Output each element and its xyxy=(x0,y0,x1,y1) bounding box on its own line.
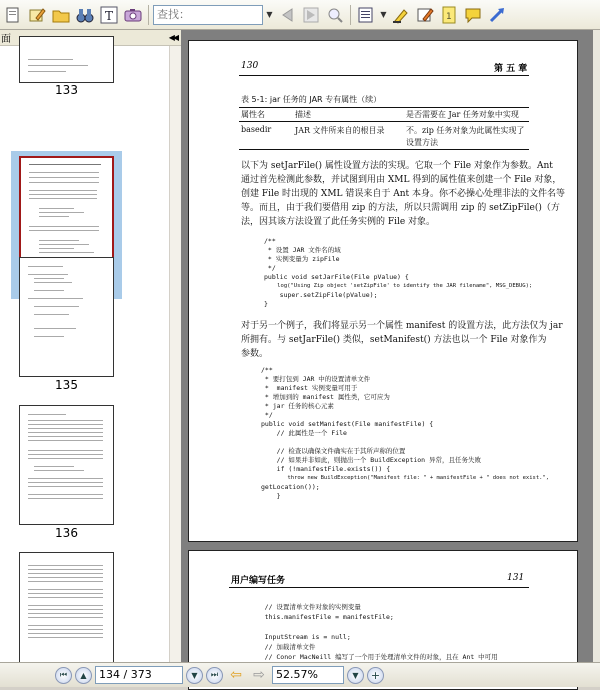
chapter-header: 第 五 章 xyxy=(494,64,528,74)
body-paragraph-line: 所拥有。与 setJarFile() 类似，setManifest() 方法也以一个 File 对象作为 xyxy=(241,335,547,345)
code-line: this.manifestFile = manifestFile; xyxy=(249,613,394,621)
code-line: * 增加到的 manifest 属性类，它可应为 xyxy=(261,393,390,401)
next-page-icon[interactable]: ▼ xyxy=(186,667,203,684)
document-scrollbar[interactable] xyxy=(593,30,600,662)
table-top-rule xyxy=(239,107,529,108)
arrow-tool-icon[interactable] xyxy=(486,4,508,26)
find-next-icon[interactable] xyxy=(300,4,322,26)
table-cell: 不。zip 任务对象为此属性实现了 xyxy=(406,126,525,135)
code-line: */ xyxy=(264,264,276,272)
find-previous-icon[interactable] xyxy=(276,4,298,26)
toolbar-separator xyxy=(350,5,351,25)
comment-bubble-icon[interactable] xyxy=(462,4,484,26)
body-paragraph-line: 通过首先检测此参数，并试图到用由 XML 得到的属性值来创建一个 File 对象， xyxy=(241,175,562,185)
collapse-sidebar-icon[interactable]: ◀◀ xyxy=(168,33,177,42)
page-thumbnail[interactable] xyxy=(19,36,114,83)
open-folder-icon[interactable] xyxy=(50,4,72,26)
code-line: * 要打包到 JAR 中的设置清单文件 xyxy=(261,375,371,383)
code-line: InputStream is = null; xyxy=(249,633,351,641)
zoom-search-icon[interactable] xyxy=(324,4,346,26)
code-line: super.setZipFile(pValue); xyxy=(264,291,378,299)
table-caption: 表 5-1: jar 任务的 JAR 专有属性（续） xyxy=(241,95,382,104)
code-line: log("Using Zip object 'setZipFile' to identify the JAR filename", MSG_DEBUG); xyxy=(264,283,533,289)
thumbnail-page-number: 136 xyxy=(55,526,78,540)
zoom-level-field[interactable]: 52.57% xyxy=(272,666,344,684)
page-number-header: 130 xyxy=(241,61,259,71)
search-input[interactable] xyxy=(153,5,263,25)
body-paragraph-line: 法，因其该方法设置了此任务实例的 File 对象。 xyxy=(241,217,436,227)
code-line: // 此属性是一个 File xyxy=(261,429,347,437)
previous-page-icon[interactable]: ▲ xyxy=(75,667,92,684)
main-toolbar xyxy=(0,0,600,30)
code-line: getLocation()); xyxy=(261,483,320,491)
page-number-header: 131 xyxy=(507,573,525,583)
code-line: * jar 任务的核心元素 xyxy=(261,402,334,410)
code-line: * 实例变量为 zipFile xyxy=(264,255,340,263)
status-bar xyxy=(0,662,600,687)
body-paragraph-line: 参数。 xyxy=(241,349,269,359)
code-line: * 设置 JAR 文件名的域 xyxy=(264,246,341,254)
thumbnail-page-number: 135 xyxy=(55,378,78,392)
thumbnail-panel xyxy=(0,46,169,662)
svg-text:T: T xyxy=(105,8,114,23)
hand-tool-icon[interactable] xyxy=(2,4,24,26)
code-line: throw new BuildException("Manifest file: " + manifestFile + " does not exist.", xyxy=(261,475,550,481)
page-thumbnail[interactable] xyxy=(19,257,114,377)
annotation-list-icon[interactable] xyxy=(355,4,377,26)
header-rule xyxy=(239,75,529,76)
page-thumbnail[interactable] xyxy=(19,405,114,525)
search-dropdown-icon[interactable]: ▼ xyxy=(266,10,273,19)
back-arrow-icon[interactable]: ⇦ xyxy=(230,667,242,683)
table-cell: 设置方法 xyxy=(406,138,438,147)
highlight-pen-icon[interactable] xyxy=(390,4,412,26)
page-number-field[interactable]: 134 / 373 xyxy=(95,666,183,684)
code-line: // 如果并非如此，则抛出一个 BuildException 异常，且任务失败 xyxy=(261,456,482,464)
body-paragraph-line: 创建 File 时出现的 XML 错误来自于 Ant 本身。你不必操心处理非法的文件名等 xyxy=(241,189,566,199)
code-line: * manifest 实例变量可用于 xyxy=(261,384,358,392)
code-line: if (!manifestFile.exists()) { xyxy=(261,465,391,473)
code-line: // 加载清单文件 xyxy=(249,643,316,651)
code-line: public void setManifest(File manifestFile) { xyxy=(261,420,434,428)
code-line: */ xyxy=(261,411,273,419)
edit-document-icon[interactable] xyxy=(26,4,48,26)
table-header-cell: 描述 xyxy=(295,110,311,119)
text-select-icon[interactable] xyxy=(98,4,120,26)
svg-text:1: 1 xyxy=(446,11,452,22)
pencil-edit-icon[interactable] xyxy=(414,4,436,26)
toolbar-separator xyxy=(148,5,149,25)
table-cell: basedir xyxy=(241,125,272,134)
zoom-in-icon[interactable]: + xyxy=(367,667,384,684)
table-cell: JAR 文件所来自的根目录 xyxy=(295,126,385,135)
body-paragraph-line: 等。而且，由于我们要借用 zip 的方法，所以只需调用 zip 的 setZipFile()（方 xyxy=(241,203,560,213)
document-page xyxy=(188,40,578,542)
body-paragraph-line: 以下为 setJarFile() 属性设置方法的实现。它取一个 File 对象作为参数。Ant xyxy=(241,161,553,171)
running-head: 用户编写任务 xyxy=(231,576,286,586)
header-rule xyxy=(229,587,529,588)
document-view xyxy=(181,30,600,662)
code-line: } xyxy=(264,300,268,308)
snapshot-camera-icon[interactable] xyxy=(122,4,144,26)
last-page-icon[interactable]: ⏭ xyxy=(206,667,223,684)
table-bottom-rule xyxy=(239,149,529,150)
page-thumbnail[interactable] xyxy=(19,552,114,672)
sidebar-tab-label[interactable]: 面 xyxy=(1,34,11,45)
code-line: // Conor MacNeill 编写了一个用于处理清单文件的对象，且在 Ant 中可用 xyxy=(249,653,498,661)
thumbnail-page-number: 133 xyxy=(55,83,78,97)
code-line: } xyxy=(261,492,281,500)
first-page-icon[interactable]: ⏮ xyxy=(55,667,72,684)
code-line: // 设置清单文件对象的实例变量 xyxy=(249,603,361,611)
code-line: /** xyxy=(261,366,273,374)
code-line: public void setJarFile(File pValue) { xyxy=(264,273,409,281)
sidebar-scrollbar[interactable] xyxy=(169,46,181,662)
code-line: /** xyxy=(264,237,276,245)
zoom-dropdown-icon[interactable]: ▼ xyxy=(347,667,364,684)
annotation-dropdown-icon[interactable]: ▼ xyxy=(380,10,387,19)
find-binoculars-icon[interactable] xyxy=(74,4,96,26)
forward-arrow-icon[interactable]: ⇨ xyxy=(253,667,265,683)
table-header-cell: 属性名 xyxy=(241,110,265,119)
table-mid-rule xyxy=(239,121,529,122)
code-line: // 检查以确保文件确实在于其所声称的位置 xyxy=(261,447,406,455)
note-icon[interactable] xyxy=(438,4,460,26)
table-header-cell: 是否需要在 Jar 任务对象中实现 xyxy=(406,110,519,119)
body-paragraph-line: 对于另一个例子，我们将显示另一个属性 manifest 的设置方法，此方法仅为 jar xyxy=(241,321,563,331)
